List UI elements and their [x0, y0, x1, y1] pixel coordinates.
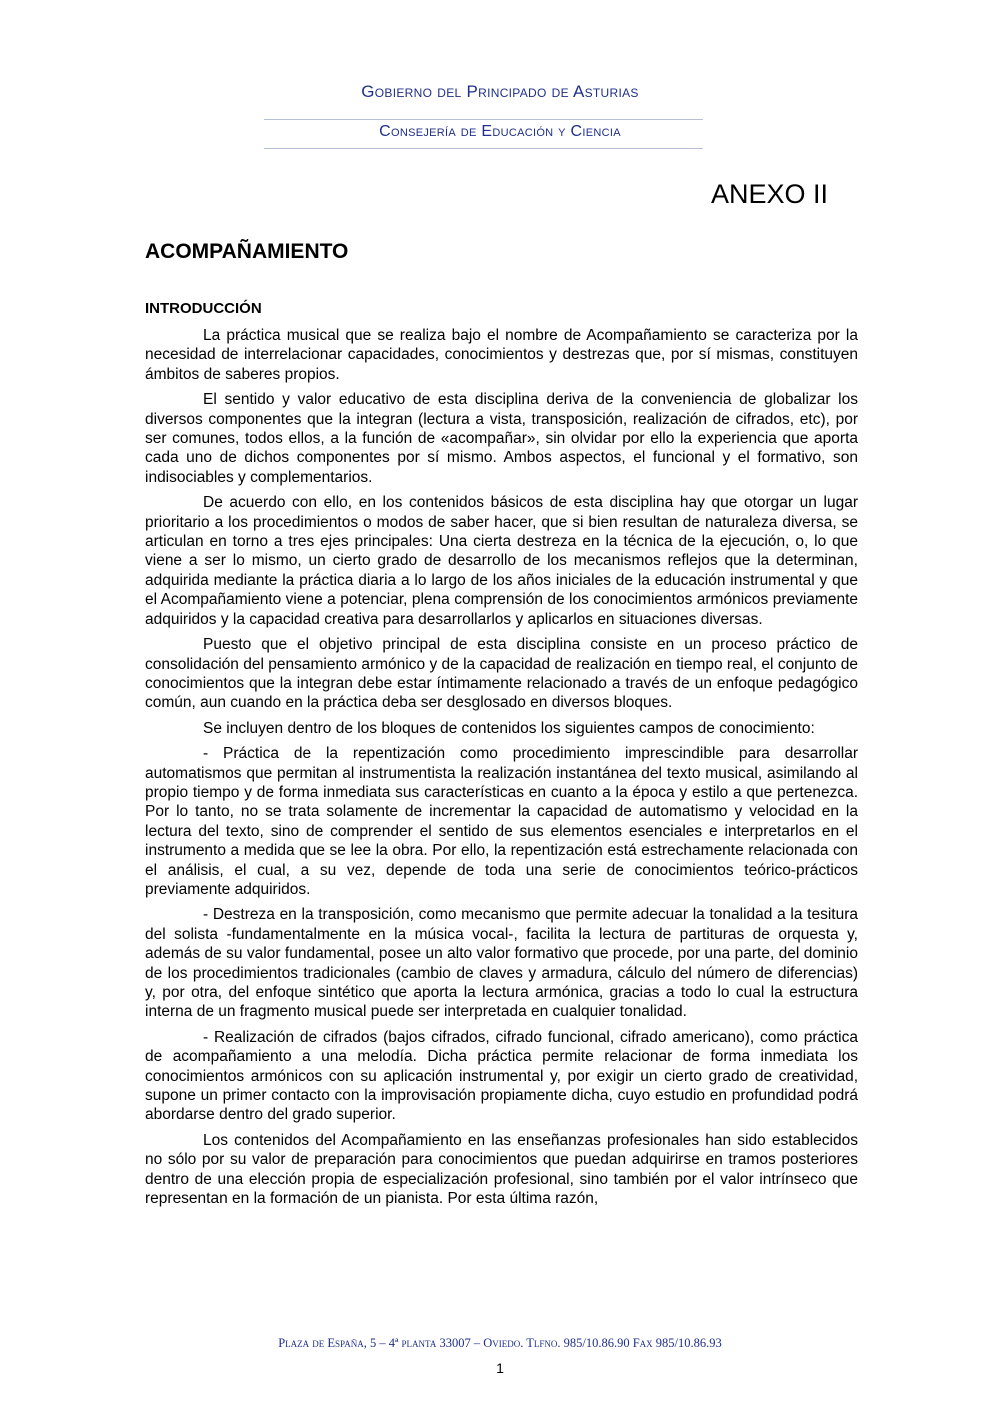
header-department: Consejería de Educación y Ciencia	[379, 123, 621, 140]
paragraph: El sentido y valor educativo de esta disciplina deriva de la conveniencia de globalizar los diversos componentes que la integran (lectura a vista, transposición, realización de cifrados, etc), por ser comunes, todos ellos, a la función de «acompañar», sin olvidar por ello la experiencia que aporta cada uno de dichos componentes por sí mismo. Ambos aspectos, el funcional y el formativo, son indisociables y complementarios.	[145, 391, 858, 486]
paragraph: - Realización de cifrados (bajos cifrados, cifrado funcional, cifrado americano), como práctica de acompañamiento a una melodía. Dicha práctica permite relacionar de forma inmediata los conocimientos armónicos con su aplicación instrumental y, por exigir un cierto grado de creatividad, supone un primer contacto con la improvisación propiamente dicha, cuyo estudio en profundidad podrá abordarse dentro del grado superior.	[145, 1028, 858, 1124]
header-divider-top	[264, 119, 703, 120]
paragraph: - Práctica de la repentización como procedimiento imprescindible para desarrollar automatismos que permitan al instrumentista la realización instantánea del texto musical, asimilando al propio tiempo y de forma inmediata sus características en cuanto a la época y estilo a que pertenezca. Por lo tanto, no se trata solamente de incrementar la capacidad de automatismo y velocidad en la lectura del texto, sino de comprender el sentido de sus elementos esenciales e interpretarlos en el instrumento a medida que se lee la obra. Por ello, la repentización está estrechamente relacionada con el análisis, el cual, a su vez, depende de toda una serie de conocimientos teórico-prácticos previamente adquiridos.	[145, 745, 858, 898]
document-title: ACOMPAÑAMIENTO	[145, 240, 349, 263]
header-divider-bottom	[264, 148, 703, 149]
page-number: 1	[496, 1360, 504, 1376]
paragraph: De acuerdo con ello, en los contenidos básicos de esta disciplina hay que otorgar un lugar prioritario a los procedimientos o modos de saber hacer, que si bien resultan de naturaleza diversa, se articulan en torno a tres ejes principales: Una cierta destreza en la técnica de la ejecución, o, lo que viene a ser lo mismo, un cierto grado de desarrollo de los mecanismos reflejos que la determinan, adquirida mediante la práctica diaria a lo largo de los años iniciales de la educación instrumental y que el Acompañamiento viene a potenciar, plena comprensión de los conocimientos armónicos previamente adquiridos y la capacidad creativa para desarrollarlos y aplicarlos en situaciones diversas.	[145, 494, 858, 628]
section-heading: INTRODUCCIÓN	[145, 300, 262, 317]
paragraph: Los contenidos del Acompañamiento en las enseñanzas profesionales han sido establecidos no sólo por su valor de preparación para conocimientos que puedan adquirirse en tramos posteriores dentro de una elección propia de especialización profesional, sino también por el valor intrínseco que representan en la formación de un pianista. Por esta última razón,	[145, 1131, 858, 1208]
paragraph: - Destreza en la transposición, como mecanismo que permite adecuar la tonalidad a la tesitura del solista -fundamentalmente en la música vocal-, facilita la lectura de partituras de orquesta y, además de su valor fundamental, posee un alto valor formativo que procede, por una parte, del dominio de los procedimientos tradicionales (cambio de claves y armadura, cálculo del número de diferencias) y, por otra, del enfoque sintético que aporta la lectura armónica, gracias a todo lo cual la estructura interna de un fragmento musical puede ser interpretada en cualquier tonalidad.	[145, 906, 858, 1021]
annex-label: ANEXO II	[710, 179, 828, 209]
paragraph: Se incluyen dentro de los bloques de contenidos los siguientes campos de conocimiento:	[203, 719, 815, 737]
document-body	[145, 326, 858, 1214]
paragraph: La práctica musical que se realiza bajo el nombre de Acompañamiento se caracteriza por la necesidad de interrelacionar capacidades, conocimientos y destrezas que, por sí mismas, constituyen ámbitos de saberes propios.	[145, 327, 858, 383]
footer-address: Plaza de España, 5 – 4ª planta 33007 – Oviedo. Tlfno. 985/10.86.90 Fax 985/10.86.93	[278, 1336, 722, 1350]
paragraph: Puesto que el objetivo principal de esta disciplina consiste en un proceso práctico de consolidación del pensamiento armónico y de la capacidad de realización en tiempo real, el conjunto de conocimientos que la integran debe estar íntimamente relacionado a través de un enfoque pedagógico común, aun cuando en la práctica deba ser desglosado en diversos bloques.	[145, 636, 858, 712]
header-ministry: Gobierno del Principado de Asturias	[361, 82, 639, 101]
